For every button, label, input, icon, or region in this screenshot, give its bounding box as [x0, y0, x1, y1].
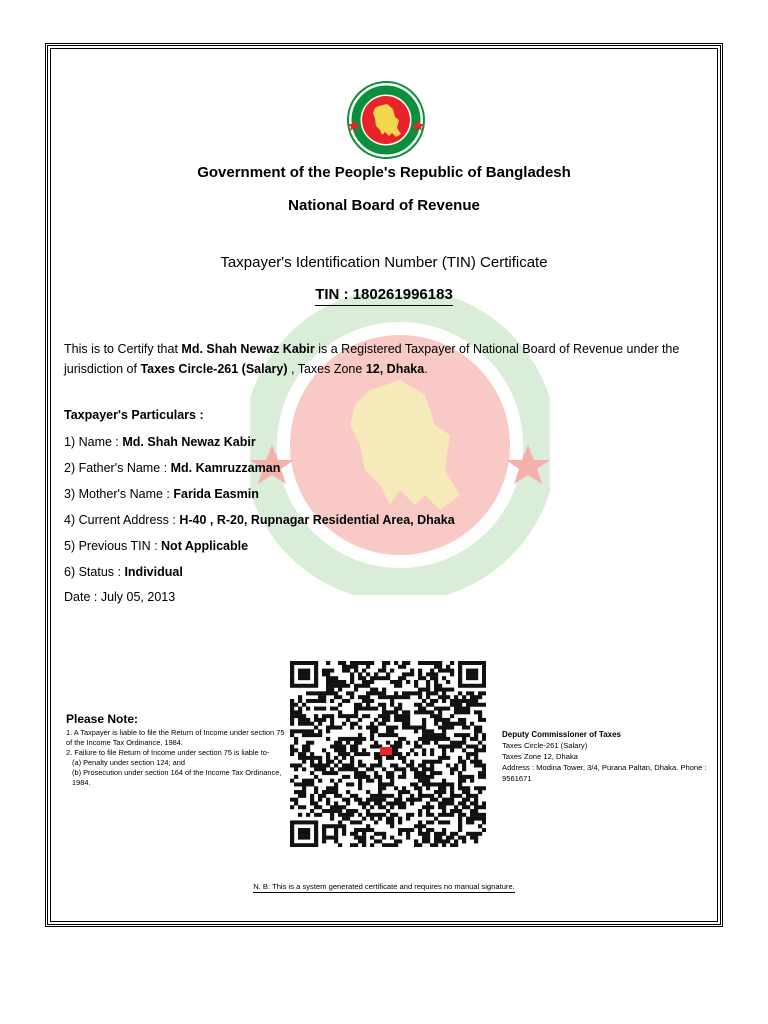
particular-previous-tin	[64, 539, 248, 553]
cert-prefix: This is to Certify that	[64, 342, 182, 356]
particulars-heading	[64, 408, 204, 422]
note-line-3: (a) Penalty under section 124; and	[72, 758, 185, 767]
particular-address	[64, 513, 455, 527]
status-label: 6) Status :	[64, 565, 125, 579]
tin-heading	[50, 286, 718, 303]
please-note-body	[66, 728, 286, 788]
particular-mother	[64, 487, 259, 501]
cert-zone-prefix: , Taxes Zone	[287, 362, 366, 376]
prev-tin-value: Not Applicable	[161, 539, 249, 553]
cert-taxpayer-name: Md. Shah Newaz Kabir	[181, 342, 315, 356]
particular-name	[64, 435, 256, 449]
date-value: July 05, 2013	[100, 590, 176, 604]
bangladesh-government-seal-icon	[346, 80, 426, 160]
note-line-1: 1. A Taxpayer is liable to file the Return of Income under section 75 of the Income Tax Ordinance, 1984.	[66, 728, 285, 747]
certification-paragraph	[64, 339, 708, 379]
father-value: Md. Kamruzzaman	[170, 461, 281, 475]
name-value: Md. Shah Newaz Kabir	[122, 435, 256, 449]
officer-block	[502, 729, 714, 784]
cert-circle: Taxes Circle-261 (Salary)	[140, 362, 288, 376]
cert-zone: 12, Dhaka	[365, 362, 425, 376]
board-title: National Board of Revenue	[288, 197, 480, 214]
particulars-heading-text: Taxpayer's Particulars :	[64, 408, 204, 422]
particular-father	[64, 461, 280, 475]
officer-circle: Taxes Circle-261 (Salary)	[502, 741, 588, 750]
tin-label: TIN :	[315, 286, 353, 303]
tin-number: 180261996183	[352, 286, 453, 303]
mother-label: 3) Mother's Name :	[64, 487, 174, 501]
mother-value: Farida Easmin	[173, 487, 259, 501]
status-value: Individual	[124, 565, 183, 579]
officer-address: Address : Modina Tower, 3/4, Purana Paltan, Dhaka. Phone : 9561671	[502, 763, 707, 783]
address-label: 4) Current Address :	[64, 513, 180, 527]
qr-code-icon	[290, 661, 486, 847]
certificate-title: Taxpayer's Identification Number (TIN) Certificate	[220, 254, 548, 271]
prev-tin-label: 5) Previous TIN :	[64, 539, 162, 553]
government-title: Government of the People's Republic of Bangladesh	[197, 164, 571, 181]
cert-middle: is a Registered Taxpayer of National Board of Revenue under the jurisdiction of	[64, 342, 680, 376]
cert-end: .	[424, 362, 428, 376]
issue-date	[64, 590, 175, 604]
please-note-heading: Please Note:	[66, 712, 139, 726]
particular-status	[64, 565, 183, 579]
note-line-4: (b) Prosecution under section 164 of the Income Tax Ordinance, 1984.	[72, 768, 282, 787]
address-value: H-40 , R-20, Rupnagar Residential Area, Dhaka	[179, 513, 455, 527]
officer-zone: Taxes Zone 12, Dhaka	[502, 752, 578, 761]
date-label: Date :	[64, 590, 101, 604]
name-label: 1) Name :	[64, 435, 123, 449]
officer-title: Deputy Commissioner of Taxes	[502, 730, 621, 739]
note-line-2: 2. Failure to file Return of Income under section 75 is liable to-	[66, 748, 270, 757]
father-label: 2) Father's Name :	[64, 461, 171, 475]
system-generated-note	[50, 882, 718, 891]
nb-text: N. B: This is a system generated certificate and requires no manual signature.	[253, 882, 515, 891]
